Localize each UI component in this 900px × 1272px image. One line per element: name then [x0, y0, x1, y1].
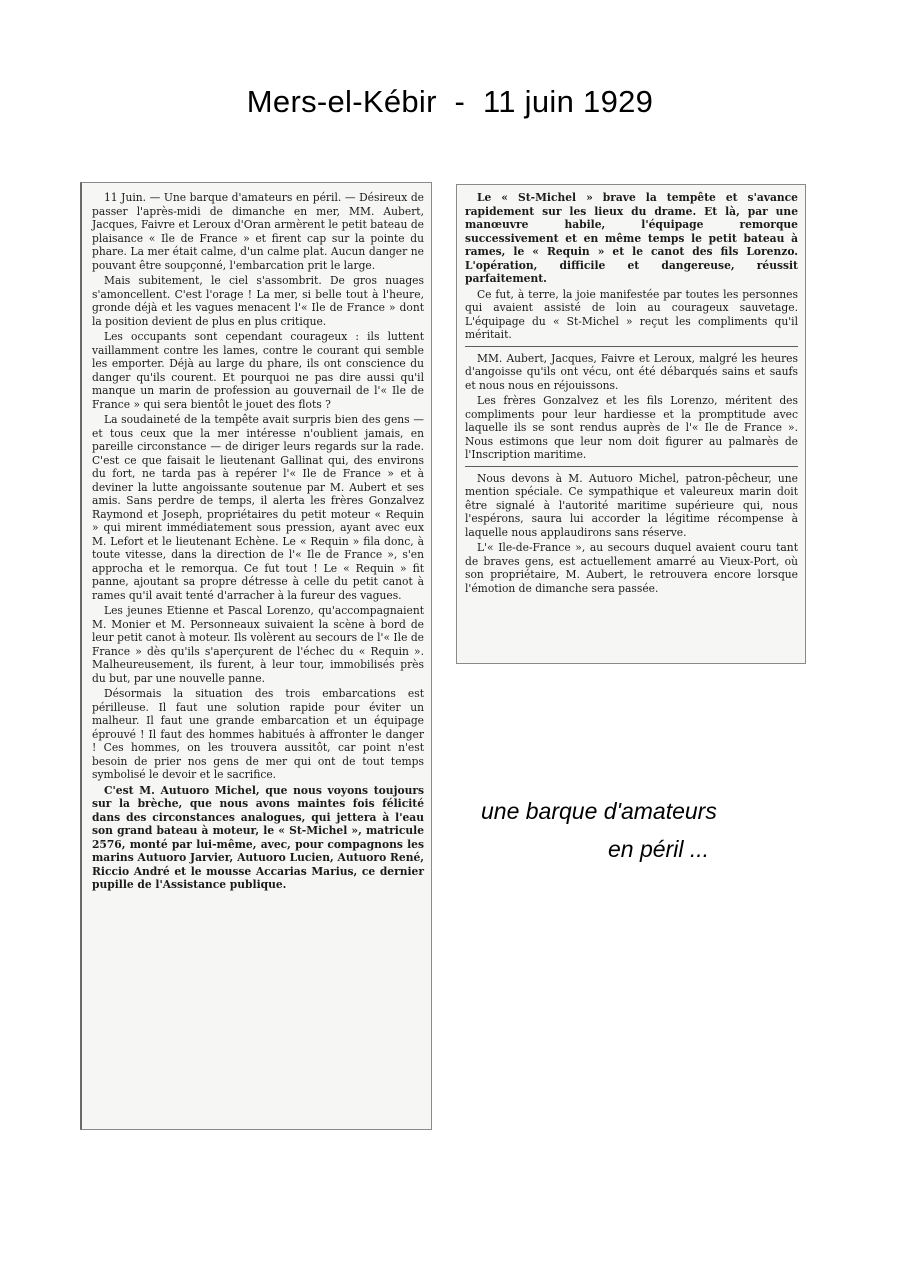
caption-line-1: une barque d'amateurs [481, 798, 717, 824]
article-paragraph: L'« Ile-de-France », au secours duquel avaient couru tant de braves gens, est actuellement amarré au Vieux-Port, où son propriétaire, M. Aubert, le retrouvera encore lorsque l'émotion de dimanche sera passée. [465, 541, 798, 595]
article-paragraph: Le « St-Michel » brave la tempête et s'avance rapidement sur les lieux du drame. Et là, par une manœuvre habile, l'équipage remorque successivement et en même temps le petit bateau à rames, le « Requin » et le canot des fils Lorenzo. L'opération, difficile et dangereuse, réussit parfaitement. [465, 191, 798, 285]
caption-line-2: en péril ... [608, 836, 709, 862]
article-paragraph: La soudaineté de la tempête avait surpris bien des gens — et tous ceux que la mer intéresse n'oublient jamais, en pareille circonstance — de diriger leurs regards sur la rade. C'est ce que faisait le lieutenant Gallinat qui, des environs du fort, ne tarda pas à repérer l'« Ile de France » et à deviner la lutte angoissante soutenue par M. Aubert et ses amis. Sans perdre de temps, il alerta les frères Gonzalvez Raymond et Joseph, propriétaires du petit moteur « Requin » qui mirent immédiatement sous pression, ayant avec eux M. Lefort et le lieutenant Echène. Le « Requin » fila donc, à toute vitesse, dans la direction de l'« Ile de France », s'en approcha et le remorqua. Ce fut tout ! Le « Requin » fit panne, ajoutant sa propre détresse à celle du petit canot à rames qu'il avait tenté d'arracher à la fureur des vagues. [92, 413, 424, 602]
column-separator [465, 466, 798, 467]
article-paragraph: MM. Aubert, Jacques, Faivre et Leroux, malgré les heures d'angoisse qu'ils ont vécu, ont été débarqués sains et saufs et nous nous en réjouissons. [465, 351, 798, 392]
page-title: Mers-el-Kébir - 11 juin 1929 [246, 84, 654, 119]
article-paragraph: 11 Juin. — Une barque d'amateurs en péril. — Désireux de passer l'après-midi de dimanche en mer, MM. Aubert, Jacques, Faivre et Leroux d'Oran armèrent le petit bateau de plaisance « Ile de France » et firent cap sur la pointe du phare. La mer était calme, d'un calme plat. Aucun danger ne pouvant être soupçonné, l'embarcation prit le large. [92, 191, 424, 272]
newspaper-clipping-left-column [80, 182, 432, 1130]
article-paragraph: Mais subitement, le ciel s'assombrit. De gros nuages s'amoncellent. C'est l'orage ! La mer, si belle tout à l'heure, gronde déjà et les vagues menacent l'« Ile de France » dont la position devient de plus en plus critique. [92, 274, 424, 328]
newspaper-clipping-right-column [456, 184, 806, 664]
article-paragraph: Les frères Gonzalvez et les fils Lorenzo, méritent des compliments pour leur hardiesse et la promptitude avec laquelle ils se sont rendus auprès de l'« Ile de France ». Nous estimons que leur nom doit figurer au palmarès de l'Inscription maritime. [465, 394, 798, 461]
column-separator [465, 346, 798, 347]
article-paragraph: Les occupants sont cependant courageux : ils luttent vaillamment contre les lames, contre le courant qui semble les emporter. Déjà au large du phare, ils ont conscience du danger qu'ils courent. Et pourquoi ne pas dire aussi qu'il manque un marin de profession au gouvernail de l'« Ile de France » qui sera bientôt le jouet des flots ? [92, 330, 424, 411]
article-paragraph: Désormais la situation des trois embarcations est périlleuse. Il faut une solution rapide pour éviter un malheur. Il faut une grande embarcation et un équipage éprouvé ! Il faut des hommes habitués à affronter le danger ! Ces hommes, on les trouvera aussitôt, car point n'est besoin de prier nos gens de mer qui ont de tout temps symbolisé le devoir et le sacrifice. [92, 687, 424, 781]
article-paragraph: Nous devons à M. Autuoro Michel, patron-pêcheur, une mention spéciale. Ce sympathique et valeureux marin doit être signalé à l'autorité maritime supérieure qui, nous l'espérons, saura lui accorder la légitime récompense à laquelle nous applaudirons sans réserve. [465, 471, 798, 539]
article-paragraph: C'est M. Autuoro Michel, que nous voyons toujours sur la brèche, que nous avons maintes fois félicité dans des circonstances analogues, qui jettera à l'eau son grand bateau à moteur, le « St-Michel », matricule 2576, monté par lui-même, avec, pour compagnons les marins Autuoro Jarvier, Autuoro Lucien, Autuoro René, Riccio André et le mousse Accarias Marius, ce dernier pupille de l'Assistance publique. [92, 783, 424, 891]
article-paragraph: Ce fut, à terre, la joie manifestée par toutes les personnes qui avaient assisté de loin au courageux sauvetage. L'équipage du « St-Michel » reçut les compliments qu'il méritait. [465, 287, 798, 341]
article-paragraph: Les jeunes Etienne et Pascal Lorenzo, qu'accompagnaient M. Monier et M. Personneaux suivaient la scène à bord de leur petit canot à moteur. Ils volèrent au secours de l'« Ile de France » dès qu'ils s'aperçurent de l'échec du « Requin ». Malheureusement, ils furent, à leur tour, immobilisés près du but, par une nouvelle panne. [92, 604, 424, 685]
